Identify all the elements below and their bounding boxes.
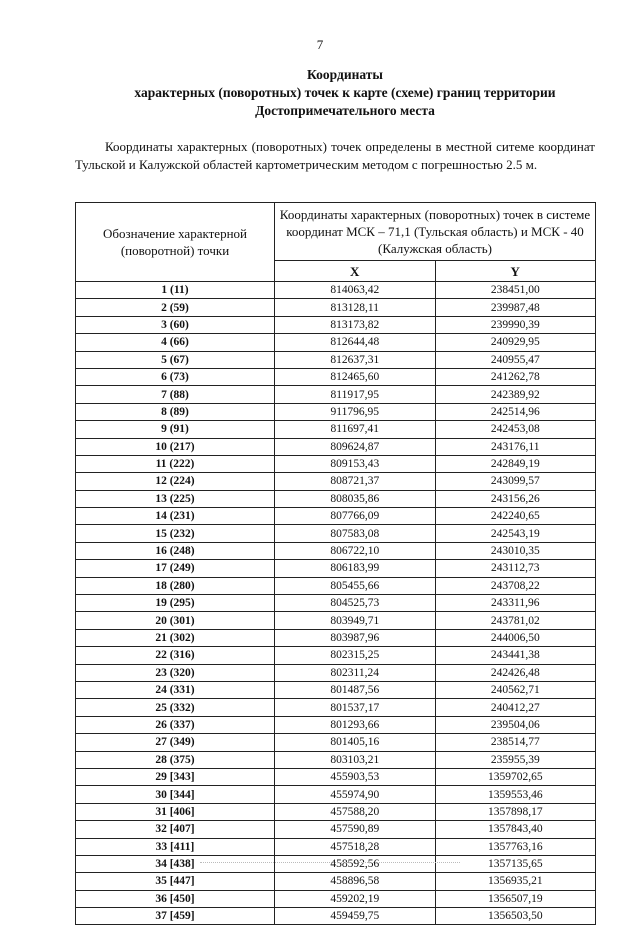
y-coordinate-cell: 242514,96	[435, 403, 596, 420]
title-line-2: характерных (поворотных) точек к карте (схеме) границ территории	[134, 85, 556, 100]
x-coordinate-cell: 809153,43	[275, 455, 436, 472]
y-coordinate-cell: 243010,35	[435, 542, 596, 559]
table-row	[76, 873, 596, 890]
table-row	[76, 699, 596, 716]
table-row	[76, 403, 596, 420]
x-coordinate-cell: 813173,82	[275, 316, 436, 333]
y-coordinate-cell: 243176,11	[435, 438, 596, 455]
point-id-cell: 6 (73)	[76, 368, 275, 385]
x-coordinate-cell: 458592,56	[275, 855, 436, 872]
y-coordinate-cell: 242389,92	[435, 386, 596, 403]
point-id-cell: 20 (301)	[76, 612, 275, 629]
table-row	[76, 577, 596, 594]
x-coordinate-cell: 802311,24	[275, 664, 436, 681]
header-coordinates: Координаты характерных (поворотных) точек в системе координат МСК – 71,1 (Тульская область) и МСК - 40 (Калужская область)	[275, 203, 596, 261]
table-row	[76, 821, 596, 838]
y-coordinate-cell: 1356503,50	[435, 908, 596, 925]
point-id-cell: 18 (280)	[76, 577, 275, 594]
point-id-cell: 17 (249)	[76, 560, 275, 577]
point-id-cell: 24 (331)	[76, 681, 275, 698]
table-row	[76, 438, 596, 455]
point-id-cell: 25 (332)	[76, 699, 275, 716]
table-row	[76, 786, 596, 803]
x-coordinate-cell: 807583,08	[275, 525, 436, 542]
y-coordinate-cell: 242426,48	[435, 664, 596, 681]
table-row	[76, 368, 596, 385]
x-coordinate-cell: 811917,95	[275, 386, 436, 403]
table-row	[76, 508, 596, 525]
table-row	[76, 455, 596, 472]
table-row	[76, 351, 596, 368]
y-coordinate-cell: 239987,48	[435, 299, 596, 316]
x-coordinate-cell: 801487,56	[275, 681, 436, 698]
point-id-cell: 12 (224)	[76, 473, 275, 490]
table-row	[76, 316, 596, 333]
x-coordinate-cell: 803949,71	[275, 612, 436, 629]
y-coordinate-cell: 242453,08	[435, 421, 596, 438]
document-title	[60, 66, 630, 120]
point-id-cell: 37 [459]	[76, 908, 275, 925]
x-coordinate-cell: 801405,16	[275, 734, 436, 751]
table-row	[76, 542, 596, 559]
y-coordinate-cell: 1356935,21	[435, 873, 596, 890]
table-row	[76, 629, 596, 646]
x-coordinate-cell: 807766,09	[275, 508, 436, 525]
y-coordinate-cell: 240929,95	[435, 334, 596, 351]
y-coordinate-cell: 240955,47	[435, 351, 596, 368]
point-id-cell: 3 (60)	[76, 316, 275, 333]
point-id-cell: 30 [344]	[76, 786, 275, 803]
y-coordinate-cell: 1357898,17	[435, 803, 596, 820]
table-row	[76, 386, 596, 403]
intro-paragraph: Координаты характерных (поворотных) точек определены в местной ситеме координат Тульской и Калужской областей картометрическим методом с погрешностью 2.5 м.	[75, 139, 595, 172]
point-id-cell: 29 [343]	[76, 768, 275, 785]
footer-divider	[200, 862, 460, 864]
x-coordinate-cell: 911796,95	[275, 403, 436, 420]
x-coordinate-cell: 455903,53	[275, 768, 436, 785]
x-coordinate-cell: 806183,99	[275, 560, 436, 577]
table-row	[76, 595, 596, 612]
y-coordinate-cell: 242543,19	[435, 525, 596, 542]
point-id-cell: 14 (231)	[76, 508, 275, 525]
point-id-cell: 32 [407]	[76, 821, 275, 838]
table-row	[76, 838, 596, 855]
title-line-1: Координаты	[307, 67, 383, 82]
point-id-cell: 34 [438]	[76, 855, 275, 872]
point-id-cell: 28 (375)	[76, 751, 275, 768]
y-coordinate-cell: 243781,02	[435, 612, 596, 629]
table-row	[76, 751, 596, 768]
y-coordinate-cell: 238514,77	[435, 734, 596, 751]
y-coordinate-cell: 1357843,40	[435, 821, 596, 838]
point-id-cell: 21 (302)	[76, 629, 275, 646]
y-coordinate-cell: 243441,38	[435, 647, 596, 664]
point-id-cell: 33 [411]	[76, 838, 275, 855]
point-id-cell: 15 (232)	[76, 525, 275, 542]
y-coordinate-cell: 1356507,19	[435, 890, 596, 907]
x-coordinate-cell: 808035,86	[275, 490, 436, 507]
x-coordinate-cell: 805455,66	[275, 577, 436, 594]
y-coordinate-cell: 241262,78	[435, 368, 596, 385]
table-row	[76, 299, 596, 316]
table-row	[76, 560, 596, 577]
y-coordinate-cell: 239504,06	[435, 716, 596, 733]
point-id-cell: 2 (59)	[76, 299, 275, 316]
point-id-cell: 36 [450]	[76, 890, 275, 907]
point-id-cell: 31 [406]	[76, 803, 275, 820]
title-line-3: Достопримечательного места	[255, 103, 435, 118]
table-row	[76, 334, 596, 351]
point-id-cell: 4 (66)	[76, 334, 275, 351]
x-coordinate-cell: 804525,73	[275, 595, 436, 612]
table-row	[76, 525, 596, 542]
x-coordinate-cell: 814063,42	[275, 282, 436, 299]
coordinates-table	[75, 202, 596, 925]
table-row	[76, 647, 596, 664]
x-coordinate-cell: 806722,10	[275, 542, 436, 559]
x-coordinate-cell: 459459,75	[275, 908, 436, 925]
x-coordinate-cell: 801537,17	[275, 699, 436, 716]
point-id-cell: 5 (67)	[76, 351, 275, 368]
x-coordinate-cell: 458896,58	[275, 873, 436, 890]
x-coordinate-cell: 808721,37	[275, 473, 436, 490]
table-row	[76, 855, 596, 872]
y-coordinate-cell: 1357763,16	[435, 838, 596, 855]
y-coordinate-cell: 243099,57	[435, 473, 596, 490]
x-coordinate-cell: 809624,87	[275, 438, 436, 455]
header-point-designation: Обозначение характерной (поворотной) точки	[76, 203, 275, 282]
y-coordinate-cell: 243156,26	[435, 490, 596, 507]
point-id-cell: 35 [447]	[76, 873, 275, 890]
y-coordinate-cell: 1359553,46	[435, 786, 596, 803]
table-row	[76, 490, 596, 507]
table-row	[76, 716, 596, 733]
x-coordinate-cell: 813128,11	[275, 299, 436, 316]
point-id-cell: 19 (295)	[76, 595, 275, 612]
point-id-cell: 8 (89)	[76, 403, 275, 420]
point-id-cell: 23 (320)	[76, 664, 275, 681]
x-coordinate-cell: 459202,19	[275, 890, 436, 907]
table-row	[76, 282, 596, 299]
y-coordinate-cell: 244006,50	[435, 629, 596, 646]
y-coordinate-cell: 1359702,65	[435, 768, 596, 785]
y-coordinate-cell: 243708,22	[435, 577, 596, 594]
x-coordinate-cell: 811697,41	[275, 421, 436, 438]
x-coordinate-cell: 457590,89	[275, 821, 436, 838]
x-coordinate-cell: 812644,48	[275, 334, 436, 351]
y-coordinate-cell: 242849,19	[435, 455, 596, 472]
table-row	[76, 681, 596, 698]
x-coordinate-cell: 801293,66	[275, 716, 436, 733]
y-coordinate-cell: 243112,73	[435, 560, 596, 577]
point-id-cell: 26 (337)	[76, 716, 275, 733]
point-id-cell: 13 (225)	[76, 490, 275, 507]
y-coordinate-cell: 243311,96	[435, 595, 596, 612]
header-x: X	[275, 261, 436, 282]
point-id-cell: 27 (349)	[76, 734, 275, 751]
x-coordinate-cell: 803103,21	[275, 751, 436, 768]
y-coordinate-cell: 242240,65	[435, 508, 596, 525]
page-number: 7	[316, 37, 324, 52]
point-id-cell: 9 (91)	[76, 421, 275, 438]
y-coordinate-cell: 240562,71	[435, 681, 596, 698]
header-y: Y	[435, 261, 596, 282]
x-coordinate-cell: 457588,20	[275, 803, 436, 820]
point-id-cell: 1 (11)	[76, 282, 275, 299]
point-id-cell: 10 (217)	[76, 438, 275, 455]
table-row	[76, 473, 596, 490]
y-coordinate-cell: 239990,39	[435, 316, 596, 333]
x-coordinate-cell: 457518,28	[275, 838, 436, 855]
table-row	[76, 803, 596, 820]
point-id-cell: 16 (248)	[76, 542, 275, 559]
table-row	[76, 612, 596, 629]
table-row	[76, 768, 596, 785]
x-coordinate-cell: 802315,25	[275, 647, 436, 664]
table-row	[76, 664, 596, 681]
table-row	[76, 908, 596, 925]
point-id-cell: 22 (316)	[76, 647, 275, 664]
y-coordinate-cell: 238451,00	[435, 282, 596, 299]
x-coordinate-cell: 812465,60	[275, 368, 436, 385]
point-id-cell: 11 (222)	[76, 455, 275, 472]
y-coordinate-cell: 1357135,65	[435, 855, 596, 872]
x-coordinate-cell: 455974,90	[275, 786, 436, 803]
table-row	[76, 421, 596, 438]
y-coordinate-cell: 240412,27	[435, 699, 596, 716]
table-row	[76, 734, 596, 751]
x-coordinate-cell: 812637,31	[275, 351, 436, 368]
point-id-cell: 7 (88)	[76, 386, 275, 403]
y-coordinate-cell: 235955,39	[435, 751, 596, 768]
x-coordinate-cell: 803987,96	[275, 629, 436, 646]
